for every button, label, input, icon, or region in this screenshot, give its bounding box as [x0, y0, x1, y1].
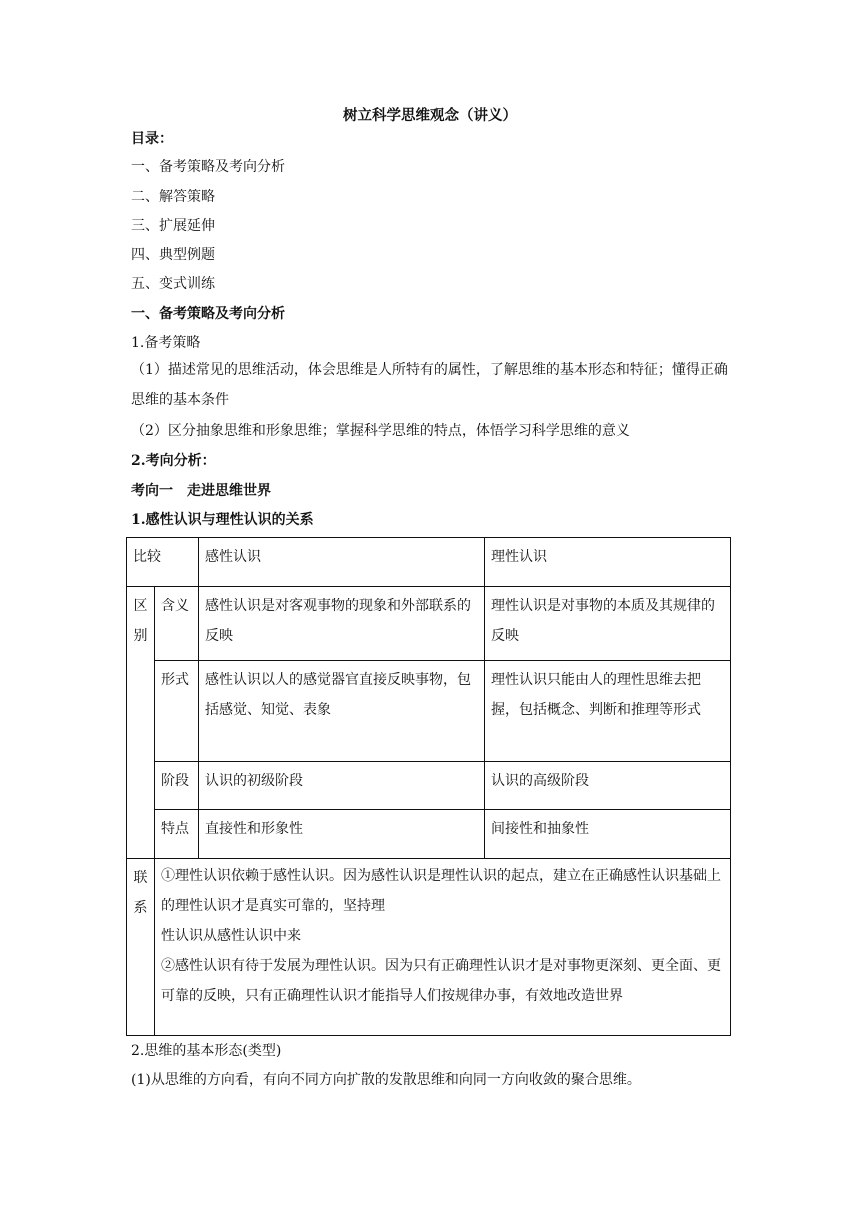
toc-item-1: 一、备考策略及考向分析: [131, 159, 285, 175]
link-paragraph-2: ②感性认识有待于发展为理性认识。因为只有正确理性认识才是对事物更深刻、更全面、更可靠的反映，只有正确理性认识才能指导人们按规律办事，有效地改造世界: [161, 958, 721, 1004]
diff-label-char-2: 别: [133, 628, 148, 644]
row-label-form: 形式: [155, 661, 199, 762]
header-perceptual: 感性认识: [199, 538, 485, 587]
toc-heading: 目录：: [131, 131, 173, 147]
forms-heading: 2.思维的基本形态(类型): [131, 1043, 282, 1059]
link-paragraph-1: ①理性认识依赖于感性认识。因为感性认识是理性认识的起点，建立在正确感性认识基础上的理性认识才是真实可靠的，坚持理: [161, 868, 721, 914]
diff-label-char-1: 区: [133, 598, 148, 614]
feature-rational: 间接性和抽象性: [485, 810, 731, 859]
document-title: 树立科学思维观念（讲义）: [343, 107, 517, 124]
row-label-stage: 阶段: [155, 762, 199, 810]
meaning-rational: 理性认识是对事物的本质及其规律的反映: [485, 587, 731, 661]
comparison-table: [126, 537, 731, 1036]
toc-item-2: 二、解答策略: [131, 189, 215, 205]
relation-heading: 1.感性认识与理性认识的关系: [131, 512, 314, 528]
stage-rational: 认识的高级阶段: [485, 762, 731, 810]
form-perceptual: 感性认识以人的感觉器官直接反映事物，包括感觉、知觉、表象: [199, 661, 485, 762]
section1-heading: 一、备考策略及考向分析: [131, 306, 285, 322]
strategy-heading: 1.备考策略: [131, 335, 201, 351]
strategy-paragraph-1: （1）描述常见的思维活动，体会思维是人所特有的属性，了解思维的基本形态和特征；懂得正确思维的基本条件: [131, 362, 728, 408]
link-label-char-1: 联: [133, 870, 148, 886]
link-content: [155, 859, 731, 1036]
toc-item-4: 四、典型例题: [131, 247, 215, 263]
strategy-paragraph-2: （2）区分抽象思维和形象思维；掌握科学思维的特点，体悟学习科学思维的意义: [131, 423, 630, 439]
diff-label: [127, 587, 155, 859]
meaning-perceptual: 感性认识是对客观事物的现象和外部联系的反映: [199, 587, 485, 661]
row-label-meaning: 含义: [155, 587, 199, 661]
feature-perceptual: 直接性和形象性: [199, 810, 485, 859]
link-label: [127, 859, 155, 1036]
direction1-heading: 考向一 走进思维世界: [131, 483, 271, 499]
toc-item-5: 五、变式训练: [131, 276, 215, 292]
toc-item-3: 三、扩展延伸: [131, 218, 215, 234]
row-label-feature: 特点: [155, 810, 199, 859]
header-rational: 理性认识: [485, 538, 731, 587]
form-rational: 理性认识只能由人的理性思维去把握，包括概念、判断和推理等形式: [485, 661, 731, 762]
forms-paragraph-1: (1)从思维的方向看，有向不同方向扩散的发散思维和向同一方向收敛的聚合思维。: [131, 1072, 641, 1088]
stage-perceptual: 认识的初级阶段: [199, 762, 485, 810]
header-compare: 比较: [127, 538, 199, 587]
link-paragraph-1-continued: 性认识从感性认识中来: [161, 928, 301, 944]
analysis-heading: 2.考向分析：: [131, 453, 216, 469]
link-label-char-2: 系: [133, 900, 148, 916]
